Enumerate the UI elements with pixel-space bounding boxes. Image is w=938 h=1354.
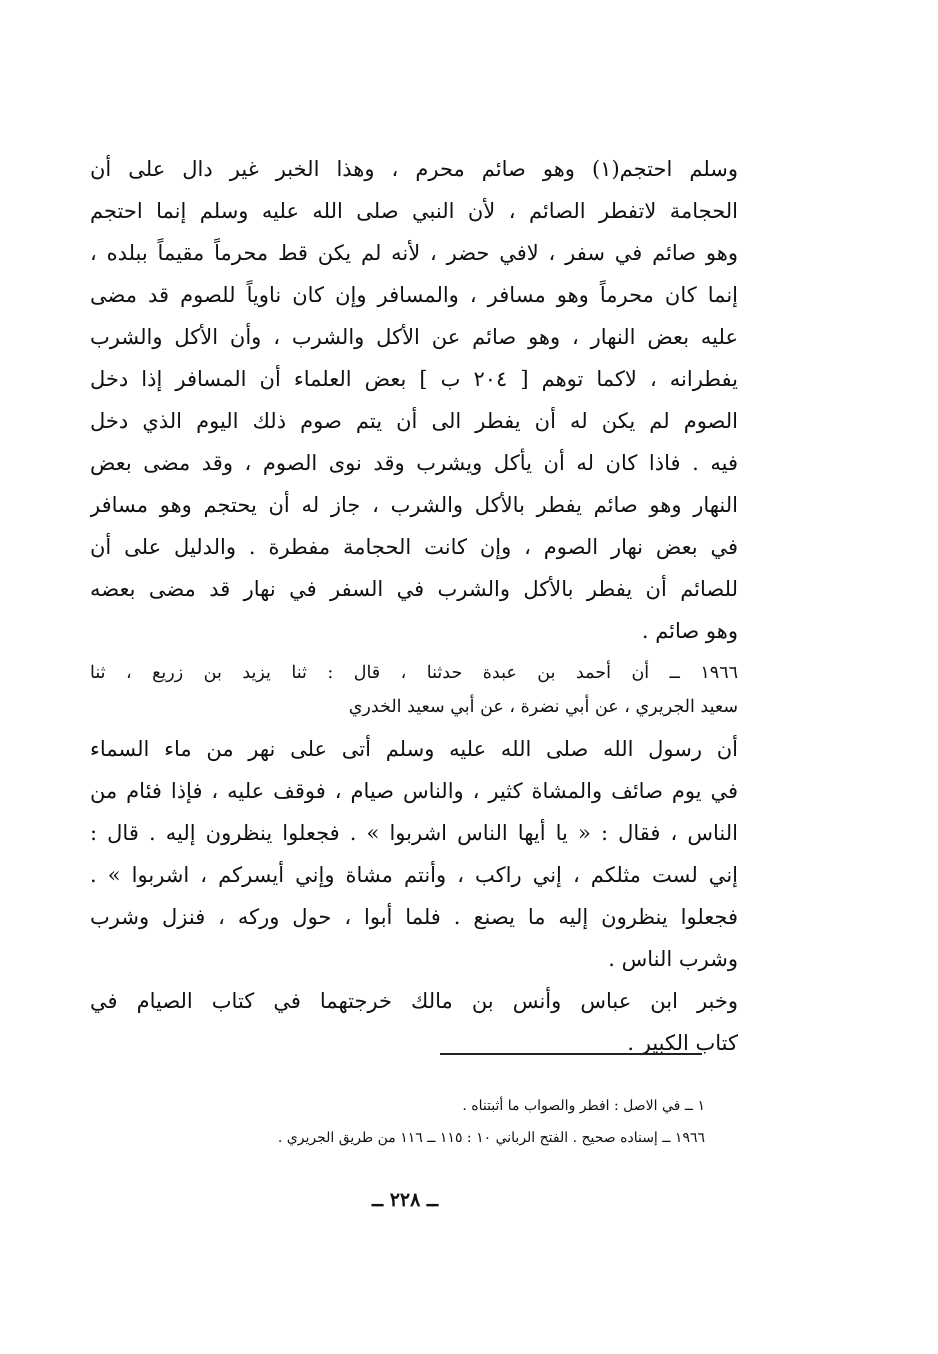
text-line: وسلم احتجم(١) وهو صائم محرم ، وهذا الخبر غير دال على أن xyxy=(90,157,738,181)
closing-paragraph xyxy=(90,980,738,1064)
footnote: ١٩٦٦ ــ إسناده صحيح . الفتح الرباني ١٠ : ١١٥ ــ ١١٦ من طريق الجريري . xyxy=(277,1130,705,1146)
text-line: وخبر ابن عباس وأنس بن مالك خرجتهما في كتاب الصيام في xyxy=(90,989,738,1013)
hadith-text xyxy=(90,728,738,980)
footnote: ١ ــ في الاصل : افطر والصواب ما أثبتناه . xyxy=(462,1098,705,1114)
footnotes xyxy=(90,1090,705,1154)
body-paragraph xyxy=(90,148,738,652)
text-line: إنما كان محرماً وهو مسافر ، والمسافر وإن كان ناوياً للصوم قد مضى xyxy=(90,283,738,307)
text-line: فيه . فاذا كان له أن يأكل ويشرب وقد نوى الصوم ، وقد مضى بعض xyxy=(90,451,738,475)
text-line: النهار وهو صائم يفطر بالأكل والشرب ، جاز له أن يحتجم وهو مسافر xyxy=(90,493,738,517)
footnote-divider xyxy=(440,1053,702,1055)
text-line: في يوم صائف والمشاة كثير ، والناس صيام ، فوقف عليه ، فإذا فئام من xyxy=(90,779,738,803)
text-line: عليه بعض النهار ، وهو صائم عن الأكل والشرب ، وأن الأكل والشرب xyxy=(90,325,738,349)
text-line: الناس ، فقال : « يا أيها الناس اشربوا » . فجعلوا ينظرون إليه . قال : xyxy=(90,821,738,845)
text-line: أن رسول الله صلى الله عليه وسلم أتى على نهر من ماء السماء xyxy=(90,737,738,761)
text-line: الصوم لم يكن له أن يفطر الى أن يتم صوم ذلك اليوم الذي دخل xyxy=(90,409,738,433)
text-line: في بعض نهار الصوم ، وإن كانت الحجامة مفطرة . والدليل على أن xyxy=(90,535,738,559)
text-line: الحجامة لاتفطر الصائم ، لأن النبي صلى الله عليه وسلم إنما احتجم xyxy=(90,199,738,223)
hadith-chain xyxy=(90,656,738,724)
hadith-chain-line: ١٩٦٦ ــ أن أحمد بن عبدة حدثنا ، قال : ثنا يزيد بن زريع ، ثنا xyxy=(90,663,738,683)
page-number: ــ ٢٢٨ ــ xyxy=(371,1189,439,1211)
text-line: وهو صائم في سفر ، لافي حضر ، لأنه لم يكن قط محرماً مقيماً ببلده ، xyxy=(90,241,738,265)
text-line: للصائم أن يفطر بالأكل والشرب في السفر في نهار قد مضى بعضه xyxy=(90,577,738,601)
hadith-chain-line: سعيد الجريري ، عن أبي نضرة ، عن أبي سعيد الخدري xyxy=(348,697,738,717)
text-line: وشرب الناس . xyxy=(608,947,738,971)
text-line: يفطرانه ، لاكما توهم [ ٢٠٤ ب ] بعض العلماء أن المسافر إذا دخل xyxy=(90,367,738,391)
text-line: إني لست مثلكم ، إني راكب ، وأنتم مشاة وإني أيسركم ، اشربوا » . xyxy=(90,863,738,887)
text-line: وهو صائم . xyxy=(641,619,738,643)
text-line: فجعلوا ينظرون إليه ما يصنع . فلما أبوا ، حول وركه ، فنزل وشرب xyxy=(90,905,738,929)
page-body xyxy=(90,148,738,1064)
text-line: كتاب الكبير . xyxy=(627,1031,738,1055)
